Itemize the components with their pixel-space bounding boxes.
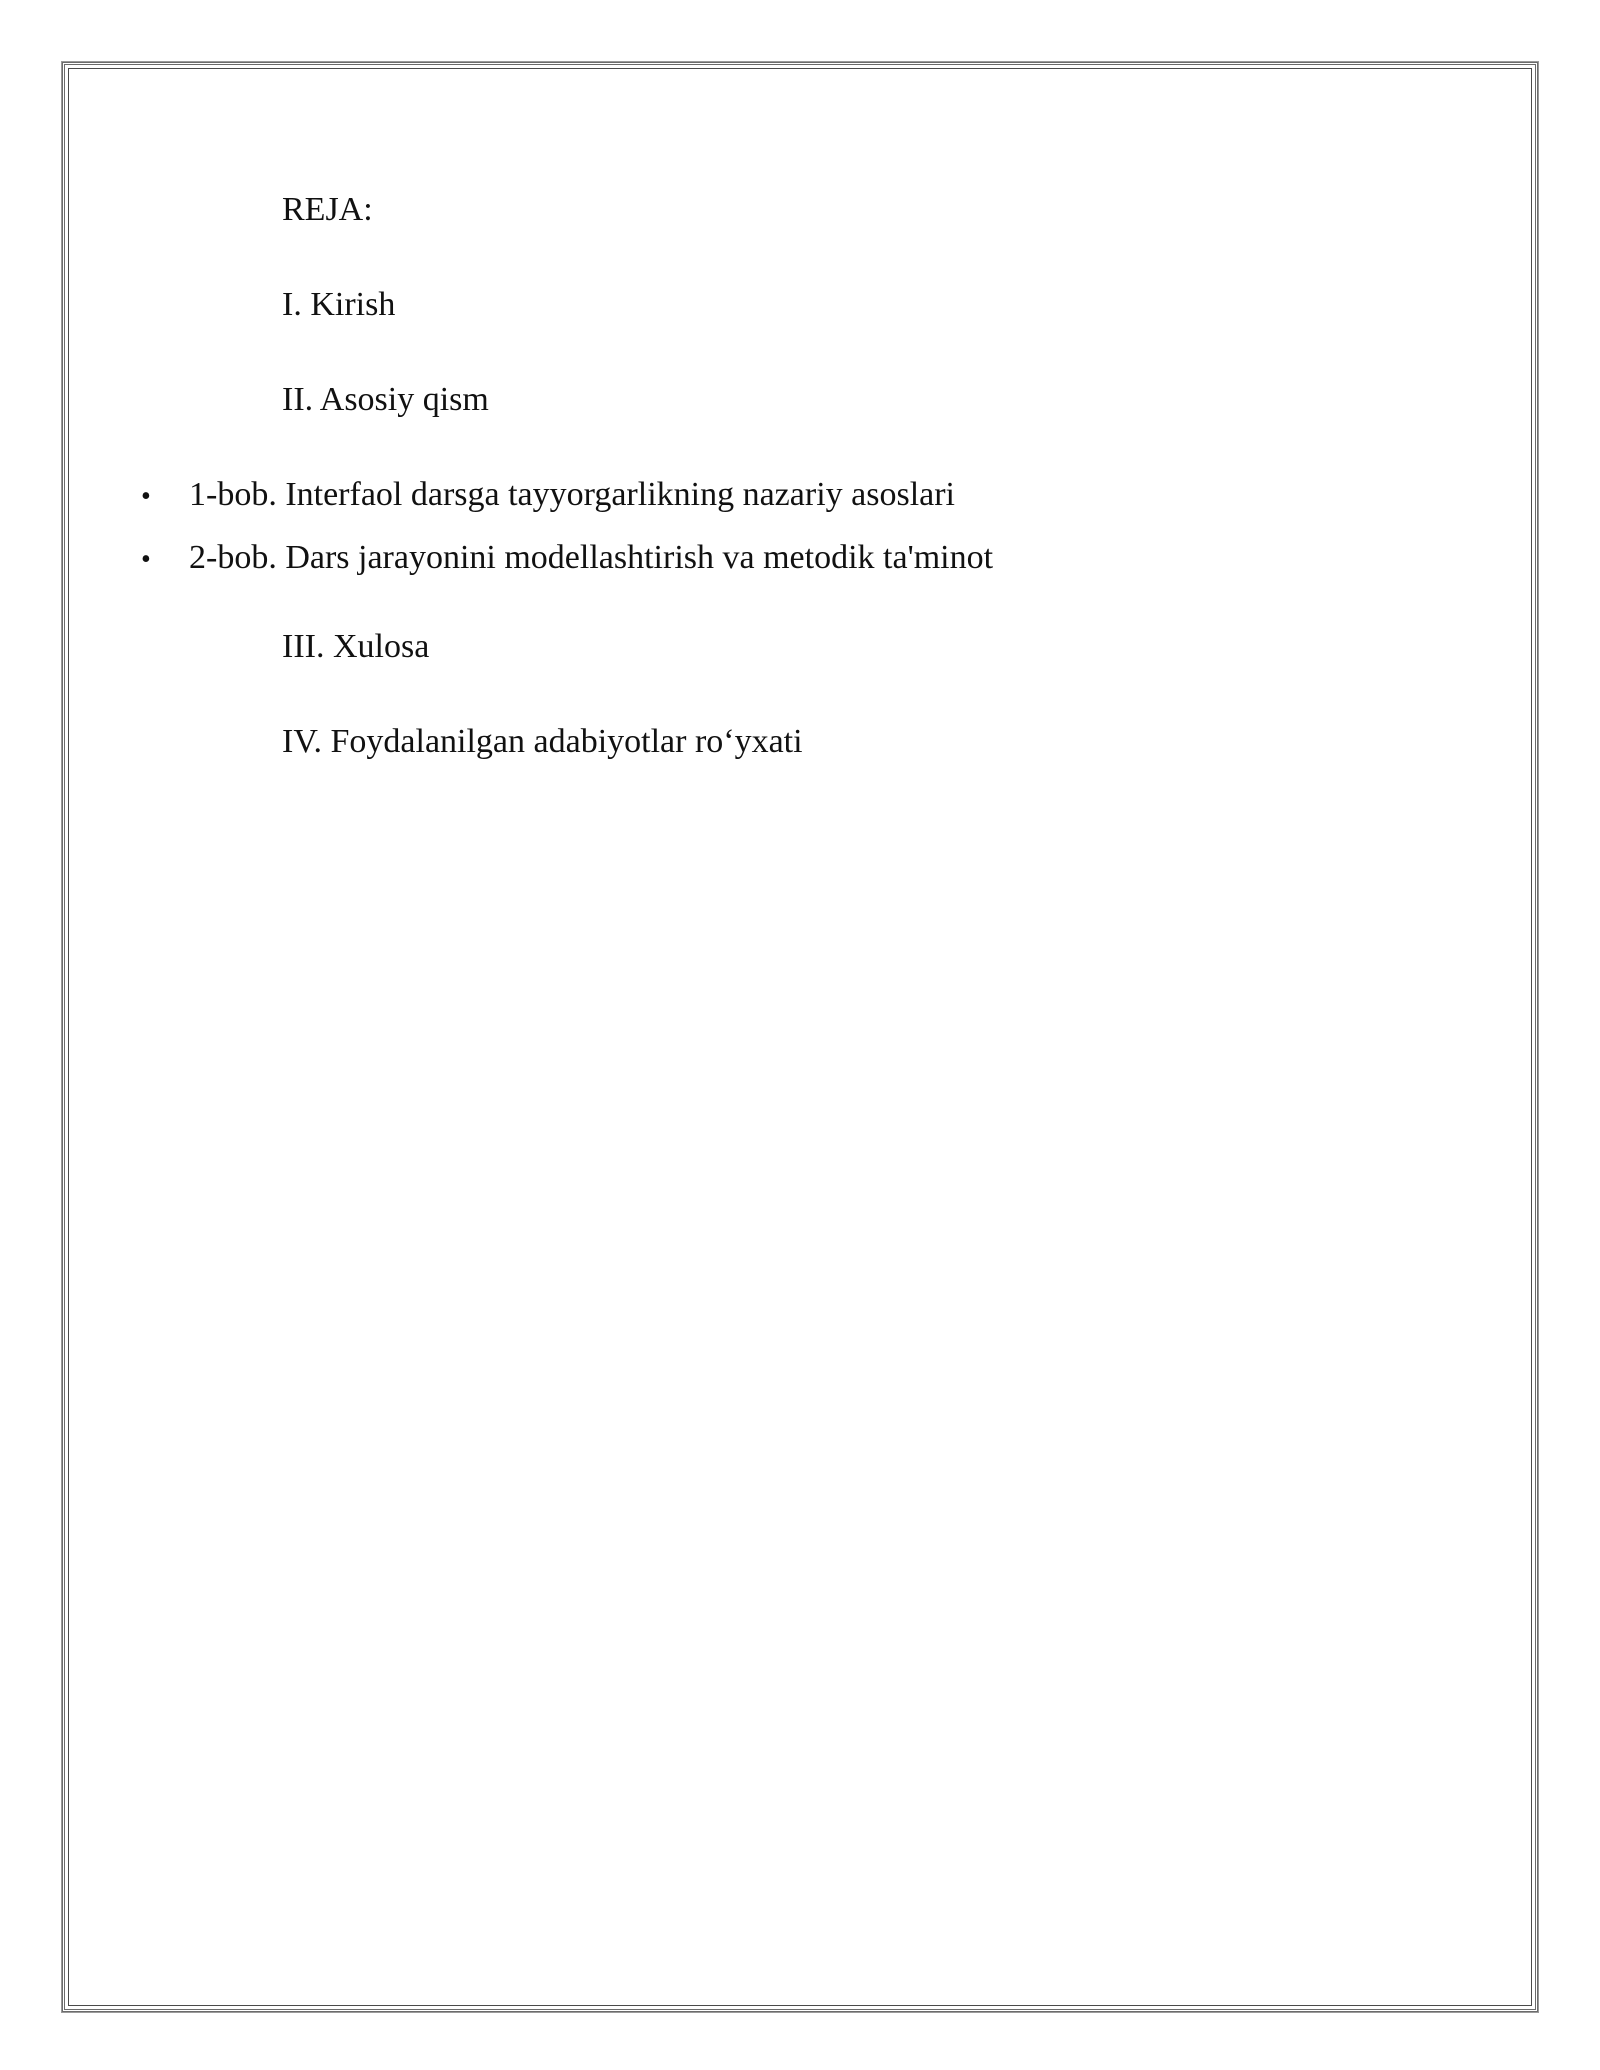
list-item [135,475,993,538]
bullet-icon: • [141,481,151,512]
chapter-label: 1-bob. Interfaol darsga tayyorgarlikning nazariy asoslari [189,476,955,513]
list-item [135,538,993,601]
section-conclusion: III. Xulosa [282,628,430,665]
page-border [62,62,1538,2012]
section-references: IV. Foydalanilgan adabiyotlar ro‘yxati [282,723,803,760]
section-intro: I. Kirish [282,286,396,323]
chapter-list [135,475,993,601]
chapter-label: 2-bob. Dars jarayonini modellashtirish va metodik ta'minot [189,539,994,576]
plan-heading: REJA: [282,191,373,228]
section-main: II. Asosiy qism [282,381,489,418]
bullet-icon: • [141,544,151,575]
